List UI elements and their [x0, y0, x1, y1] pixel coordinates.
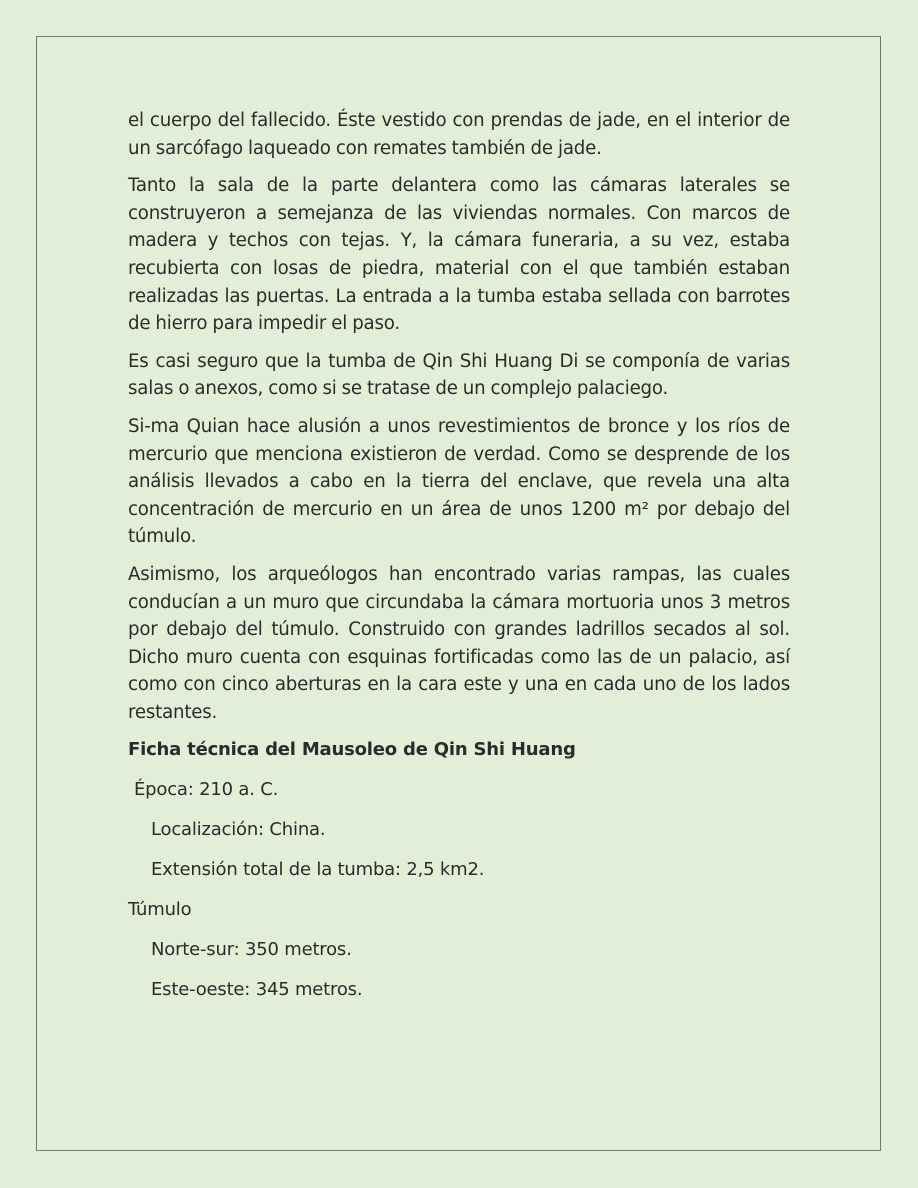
fact-north-south: Norte-sur: 350 metros.: [151, 939, 352, 961]
fact-epoch: Época: 210 a. C.: [134, 779, 279, 801]
document-body: [128, 107, 790, 1016]
fact-extension: Extensión total de la tumba: 2,5 km2.: [151, 859, 485, 881]
fact-location: Localización: China.: [151, 819, 326, 841]
fact-tumulus-label: Túmulo: [128, 899, 192, 921]
paragraph-mercury: Si-ma Quian hace alusión a unos revestimientos de bronce y los ríos de mercurio que menciona existieron de verdad. Como se desprende de los análisis llevados a cabo en la tierra del enclave, que revela una alta concentración de mercurio en un área de unos 1200 m² por debajo del túmulo.: [128, 415, 790, 548]
paragraph-ramps-wall: Asimismo, los arqueólogos han encontrado varias rampas, las cuales conducían a un muro que circundaba la cámara mortuoria unos 3 metros por debajo del túmulo. Construido con grandes ladrillos secados al sol. Dicho muro cuenta con esquinas fortificadas como las de un palacio, así como con cinco aberturas en la cara este y una en cada uno de los lados restantes.: [128, 563, 790, 723]
paragraph-tomb-halls: Es casi seguro que la tumba de Qin Shi Huang Di se componía de varias salas o anexos, como si se tratase de un complejo palaciego.: [128, 350, 790, 400]
paragraph-chambers: Tanto la sala de la parte delantera como las cámaras laterales se construyeron a semejanza de las viviendas normales. Con marcos de madera y techos con tejas. Y, la cámara funeraria, a su vez, estaba recubierta con losas de piedra, material con el que también estaban realizadas las puertas. La entrada a la tumba estaba sellada con barrotes de hierro para impedir el paso.: [128, 175, 790, 335]
paragraph-burial-body: el cuerpo del fallecido. Éste vestido con prendas de jade, en el interior de un sarcófago laqueado con remates también de jade.: [128, 110, 790, 159]
fact-east-west: Este-oeste: 345 metros.: [151, 979, 363, 1001]
fact-sheet-heading: Ficha técnica del Mausoleo de Qin Shi Huang: [128, 739, 576, 761]
